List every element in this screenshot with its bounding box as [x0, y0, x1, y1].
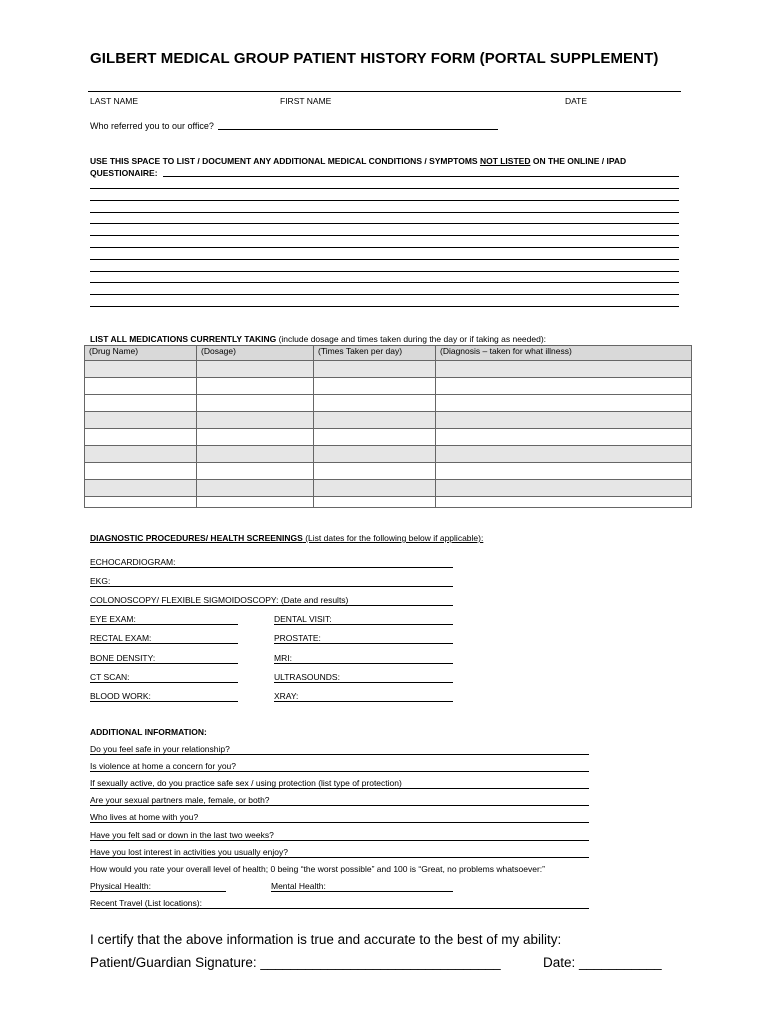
table-row — [85, 497, 692, 508]
table-cell[interactable] — [436, 446, 692, 463]
table-cell[interactable] — [436, 463, 692, 480]
table-cell[interactable] — [197, 361, 314, 378]
felt-sad-answer-field[interactable] — [90, 840, 589, 841]
col-times-per-day: (Times Taken per day) — [314, 346, 436, 361]
first-name-label: FIRST NAME — [280, 96, 332, 106]
safe-relationship-question: Do you feel safe in your relationship? — [90, 744, 230, 754]
table-cell[interactable] — [197, 395, 314, 412]
rectal-exam-field[interactable] — [90, 643, 238, 644]
table-cell[interactable] — [436, 480, 692, 497]
blood-work-field[interactable] — [90, 701, 238, 702]
mental-health-label: Mental Health: — [271, 881, 326, 891]
diagnostic-heading-note: (List dates for the following below if applicable): — [302, 533, 484, 543]
diagnostic-heading-bold: DIAGNOSTIC PROCEDURES/ HEALTH SCREENINGS — [90, 533, 303, 543]
ultrasounds-label: ULTRASOUNDS: — [274, 672, 340, 682]
table-row — [85, 395, 692, 412]
dental-visit-field[interactable] — [274, 624, 453, 625]
table-cell[interactable] — [314, 480, 436, 497]
table-cell[interactable] — [436, 395, 692, 412]
table-cell[interactable] — [197, 446, 314, 463]
additional-info-heading: ADDITIONAL INFORMATION: — [90, 727, 207, 737]
xray-field[interactable] — [274, 701, 453, 702]
mental-health-field[interactable] — [271, 891, 453, 892]
last-name-label: LAST NAME — [90, 96, 139, 106]
conditions-blank-line[interactable] — [90, 282, 679, 283]
table-cell[interactable] — [197, 378, 314, 395]
date-label: DATE — [565, 96, 588, 106]
table-cell[interactable] — [197, 480, 314, 497]
health-rating-question: How would you rate your overall level of health; 0 being “the worst possible” and 100 is “Great, no problems whatsoever:” — [90, 863, 545, 874]
table-cell[interactable] — [314, 361, 436, 378]
table-cell[interactable] — [197, 412, 314, 429]
medications-heading — [90, 334, 546, 344]
table-cell[interactable] — [85, 480, 197, 497]
conditions-blank-line[interactable] — [90, 223, 679, 224]
conditions-blank-line[interactable] — [90, 294, 679, 295]
eye-exam-label: EYE EXAM: — [90, 614, 136, 624]
lives-with-question: Who lives at home with you? — [90, 812, 199, 823]
prostate-label: PROSTATE: — [274, 633, 321, 643]
conditions-heading-line2: QUESTIONAIRE: — [90, 168, 158, 178]
conditions-blank-line[interactable] — [90, 235, 679, 236]
table-row — [85, 480, 692, 497]
bone-density-field[interactable] — [90, 663, 238, 664]
recent-travel-field[interactable] — [90, 908, 589, 909]
recent-travel-label: Recent Travel (List locations): — [90, 898, 202, 908]
conditions-blank-line[interactable] — [90, 200, 679, 201]
violence-concern-question: Is violence at home a concern for you? — [90, 761, 236, 772]
title-rule — [88, 91, 681, 92]
ekg-label: EKG: — [90, 576, 111, 586]
medications-table — [84, 345, 692, 508]
form-title: GILBERT MEDICAL GROUP PATIENT HISTORY FORM (PORTAL SUPPLEMENT) — [90, 50, 659, 67]
lost-interest-question: Have you lost interest in activities you usually enjoy? — [90, 846, 288, 857]
table-cell[interactable] — [436, 378, 692, 395]
table-row — [85, 412, 692, 429]
ct-scan-field[interactable] — [90, 682, 238, 683]
table-cell[interactable] — [314, 446, 436, 463]
xray-label: XRAY: — [274, 691, 299, 701]
ekg-field[interactable] — [90, 586, 453, 587]
table-cell[interactable] — [85, 463, 197, 480]
conditions-heading-text-2: ON THE ONLINE / IPAD — [530, 156, 627, 166]
dental-visit-label: DENTAL VISIT: — [274, 614, 332, 624]
ct-scan-label: CT SCAN: — [90, 672, 130, 682]
violence-concern-answer-field[interactable] — [90, 771, 589, 772]
conditions-heading — [90, 156, 690, 166]
table-row — [85, 361, 692, 378]
conditions-blank-line[interactable] — [90, 212, 679, 213]
diagnostic-heading — [90, 533, 483, 543]
table-cell[interactable] — [197, 463, 314, 480]
table-row — [85, 463, 692, 480]
prostate-field[interactable] — [274, 643, 453, 644]
table-cell[interactable] — [85, 412, 197, 429]
medications-header-row — [85, 346, 692, 361]
conditions-blank-line[interactable] — [90, 259, 679, 260]
medications-heading-note: (include dosage and times taken during the day or if taking as needed): — [276, 334, 547, 344]
conditions-blank-line[interactable] — [90, 247, 679, 248]
table-cell[interactable] — [314, 395, 436, 412]
conditions-heading-text-1: USE THIS SPACE TO LIST / DOCUMENT ANY ADDITIONAL MEDICAL CONDITIONS / SYMPTOMS — [90, 156, 480, 166]
felt-sad-question: Have you felt sad or down in the last two weeks? — [90, 829, 274, 840]
lives-with-answer-field[interactable] — [90, 822, 589, 823]
col-diagnosis: (Diagnosis – taken for what illness) — [436, 346, 692, 361]
colonoscopy-field[interactable] — [90, 605, 453, 606]
referral-field[interactable] — [218, 129, 498, 130]
table-cell[interactable] — [436, 429, 692, 446]
table-cell[interactable] — [314, 378, 436, 395]
table-cell[interactable] — [85, 429, 197, 446]
table-cell[interactable] — [314, 429, 436, 446]
lost-interest-answer-field[interactable] — [90, 857, 589, 858]
col-drug-name: (Drug Name) — [85, 346, 197, 361]
table-cell[interactable] — [197, 429, 314, 446]
sexual-partners-question: Are your sexual partners male, female, or both? — [90, 795, 270, 806]
echocardiogram-label: ECHOCARDIOGRAM: — [90, 557, 176, 567]
table-row — [85, 429, 692, 446]
table-cell[interactable] — [85, 378, 197, 395]
physical-health-field[interactable] — [90, 891, 226, 892]
echocardiogram-field[interactable] — [90, 567, 453, 568]
physical-health-label: Physical Health: — [90, 881, 151, 891]
medications-heading-bold: LIST ALL MEDICATIONS CURRENTLY TAKING — [90, 334, 277, 344]
referral-label: Who referred you to our office? — [90, 121, 214, 131]
table-cell[interactable] — [85, 446, 197, 463]
bone-density-label: BONE DENSITY: — [90, 653, 156, 663]
conditions-blank-line[interactable] — [90, 306, 679, 307]
eye-exam-field[interactable] — [90, 624, 238, 625]
table-cell[interactable] — [436, 412, 692, 429]
certification-statement: I certify that the above information is true and accurate to the best of my ability: — [90, 932, 562, 947]
table-cell[interactable] — [314, 412, 436, 429]
table-cell[interactable] — [85, 361, 197, 378]
table-cell[interactable] — [436, 361, 692, 378]
ultrasounds-field[interactable] — [274, 682, 453, 683]
col-dosage: (Dosage) — [197, 346, 314, 361]
table-cell[interactable] — [314, 463, 436, 480]
table-cell[interactable] — [197, 497, 314, 508]
conditions-blank-line[interactable] — [90, 271, 679, 272]
not-listed-emphasis: NOT LISTED — [479, 156, 531, 166]
rectal-exam-label: RECTAL EXAM: — [90, 633, 152, 643]
table-row — [85, 378, 692, 395]
table-cell[interactable] — [85, 395, 197, 412]
safe-relationship-answer-field[interactable] — [90, 754, 589, 755]
colonoscopy-label: COLONOSCOPY/ FLEXIBLE SIGMOIDOSCOPY: (Date and results) — [90, 595, 349, 605]
mri-field[interactable] — [274, 663, 453, 664]
conditions-field-line[interactable] — [163, 176, 679, 177]
table-cell[interactable] — [436, 497, 692, 508]
table-cell[interactable] — [85, 497, 197, 508]
sexual-partners-answer-field[interactable] — [90, 805, 589, 806]
table-cell[interactable] — [314, 497, 436, 508]
signature-date-field[interactable]: Date: ___________ — [543, 955, 662, 970]
conditions-blank-line[interactable] — [90, 188, 679, 189]
safe-sex-question: If sexually active, do you practice safe sex / using protection (list type of protection) — [90, 778, 402, 789]
blood-work-label: BLOOD WORK: — [90, 691, 151, 701]
signature-field[interactable]: Patient/Guardian Signature: ________________________________ — [90, 955, 501, 970]
table-row — [85, 446, 692, 463]
safe-sex-answer-field[interactable] — [90, 788, 589, 789]
mri-label: MRI: — [274, 653, 292, 663]
